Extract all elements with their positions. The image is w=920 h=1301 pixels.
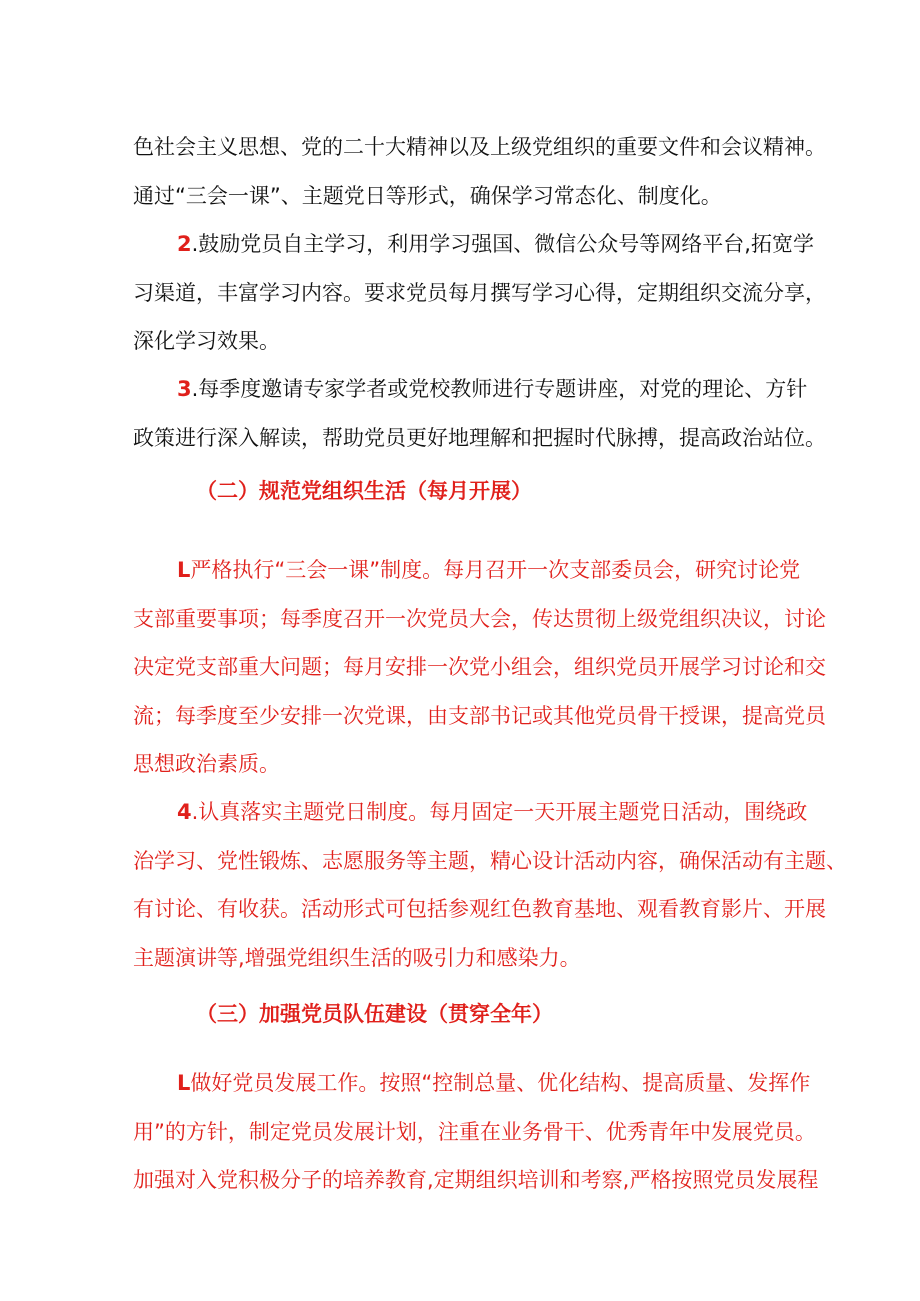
item-number: 2 xyxy=(177,232,192,256)
section-heading-3: （三）加强党员队伍建设（贯穿全年） xyxy=(196,1002,553,1026)
text-line: 主题演讲等,增强党组织生活的吸引力和感染力。 xyxy=(133,945,581,970)
paragraph-member-development xyxy=(133,1059,819,1205)
text-line: 思想政治素质。 xyxy=(133,752,280,776)
item-number: L xyxy=(177,558,191,582)
text-line: 深化学习效果。 xyxy=(133,329,280,353)
text-line: 严格执行“三会一课”制度。每月召开一次支部委员会，研究讨论党 xyxy=(190,558,801,582)
text-line: 有讨论、有收获。活动形式可包括参观红色教育基地、观看教育影片、开展 xyxy=(133,897,826,921)
paragraph-item-4 xyxy=(133,788,847,982)
text-line: 色社会主义思想、党的二十大精神以及上级党组织的重要文件和会议精神。 xyxy=(133,135,826,159)
section-heading-2: （二）规范党组织生活（每月开展） xyxy=(196,479,532,503)
item-number: L xyxy=(177,1071,191,1095)
item-number: 4 xyxy=(177,800,192,824)
paragraph-organization-life xyxy=(133,546,826,789)
text-line: 政策进行深入解读，帮助党员更好地理解和把握时代脉搏，提高政治站位。 xyxy=(133,425,826,450)
text-line: 流；每季度至少安排一次党课，由支部书记或其他党员骨干授课，提高党员 xyxy=(133,703,826,728)
paragraph-study-content xyxy=(133,123,826,220)
paragraph-item-2 xyxy=(133,220,826,366)
item-number: 3 xyxy=(177,377,192,401)
text-line: .鼓励党员自主学习，利用学习强国、微信公众号等网络平台,拓宽学 xyxy=(191,232,814,256)
paragraph-item-3 xyxy=(133,365,826,462)
text-line: .每季度邀请专家学者或党校教师进行专题讲座，对党的理论、方针 xyxy=(191,377,808,401)
text-line: 治学习、党性锻炼、志愿服务等主题，精心设计活动内容，确保活动有主题、 xyxy=(133,848,847,873)
text-line: 做好党员发展工作。按照“控制总量、优化结构、提高质量、发挥作 xyxy=(190,1071,811,1095)
text-line: 决定党支部重大问题；每月安排一次党小组会，组织党员开展学习讨论和交 xyxy=(133,655,826,679)
text-line: 习渠道，丰富学习内容。要求党员每月撰写学习心得，定期组织交流分享， xyxy=(133,280,826,305)
text-line: 通过“三会一课”、主题党日等形式，确保学习常态化、制度化。 xyxy=(133,183,722,208)
text-line: 用”的方针，制定党员发展计划，注重在业务骨干、优秀青年中发展党员。 xyxy=(133,1119,816,1144)
text-line: 支部重要事项；每季度召开一次党员大会，传达贯彻上级党组织决议，讨论 xyxy=(133,606,826,631)
text-line: 加强对入党积极分子的培养教育,定期组织培训和考察,严格按照党员发展程 xyxy=(133,1168,819,1192)
text-line: .认真落实主题党日制度。每月固定一天开展主题党日活动，围绕政 xyxy=(191,800,808,824)
